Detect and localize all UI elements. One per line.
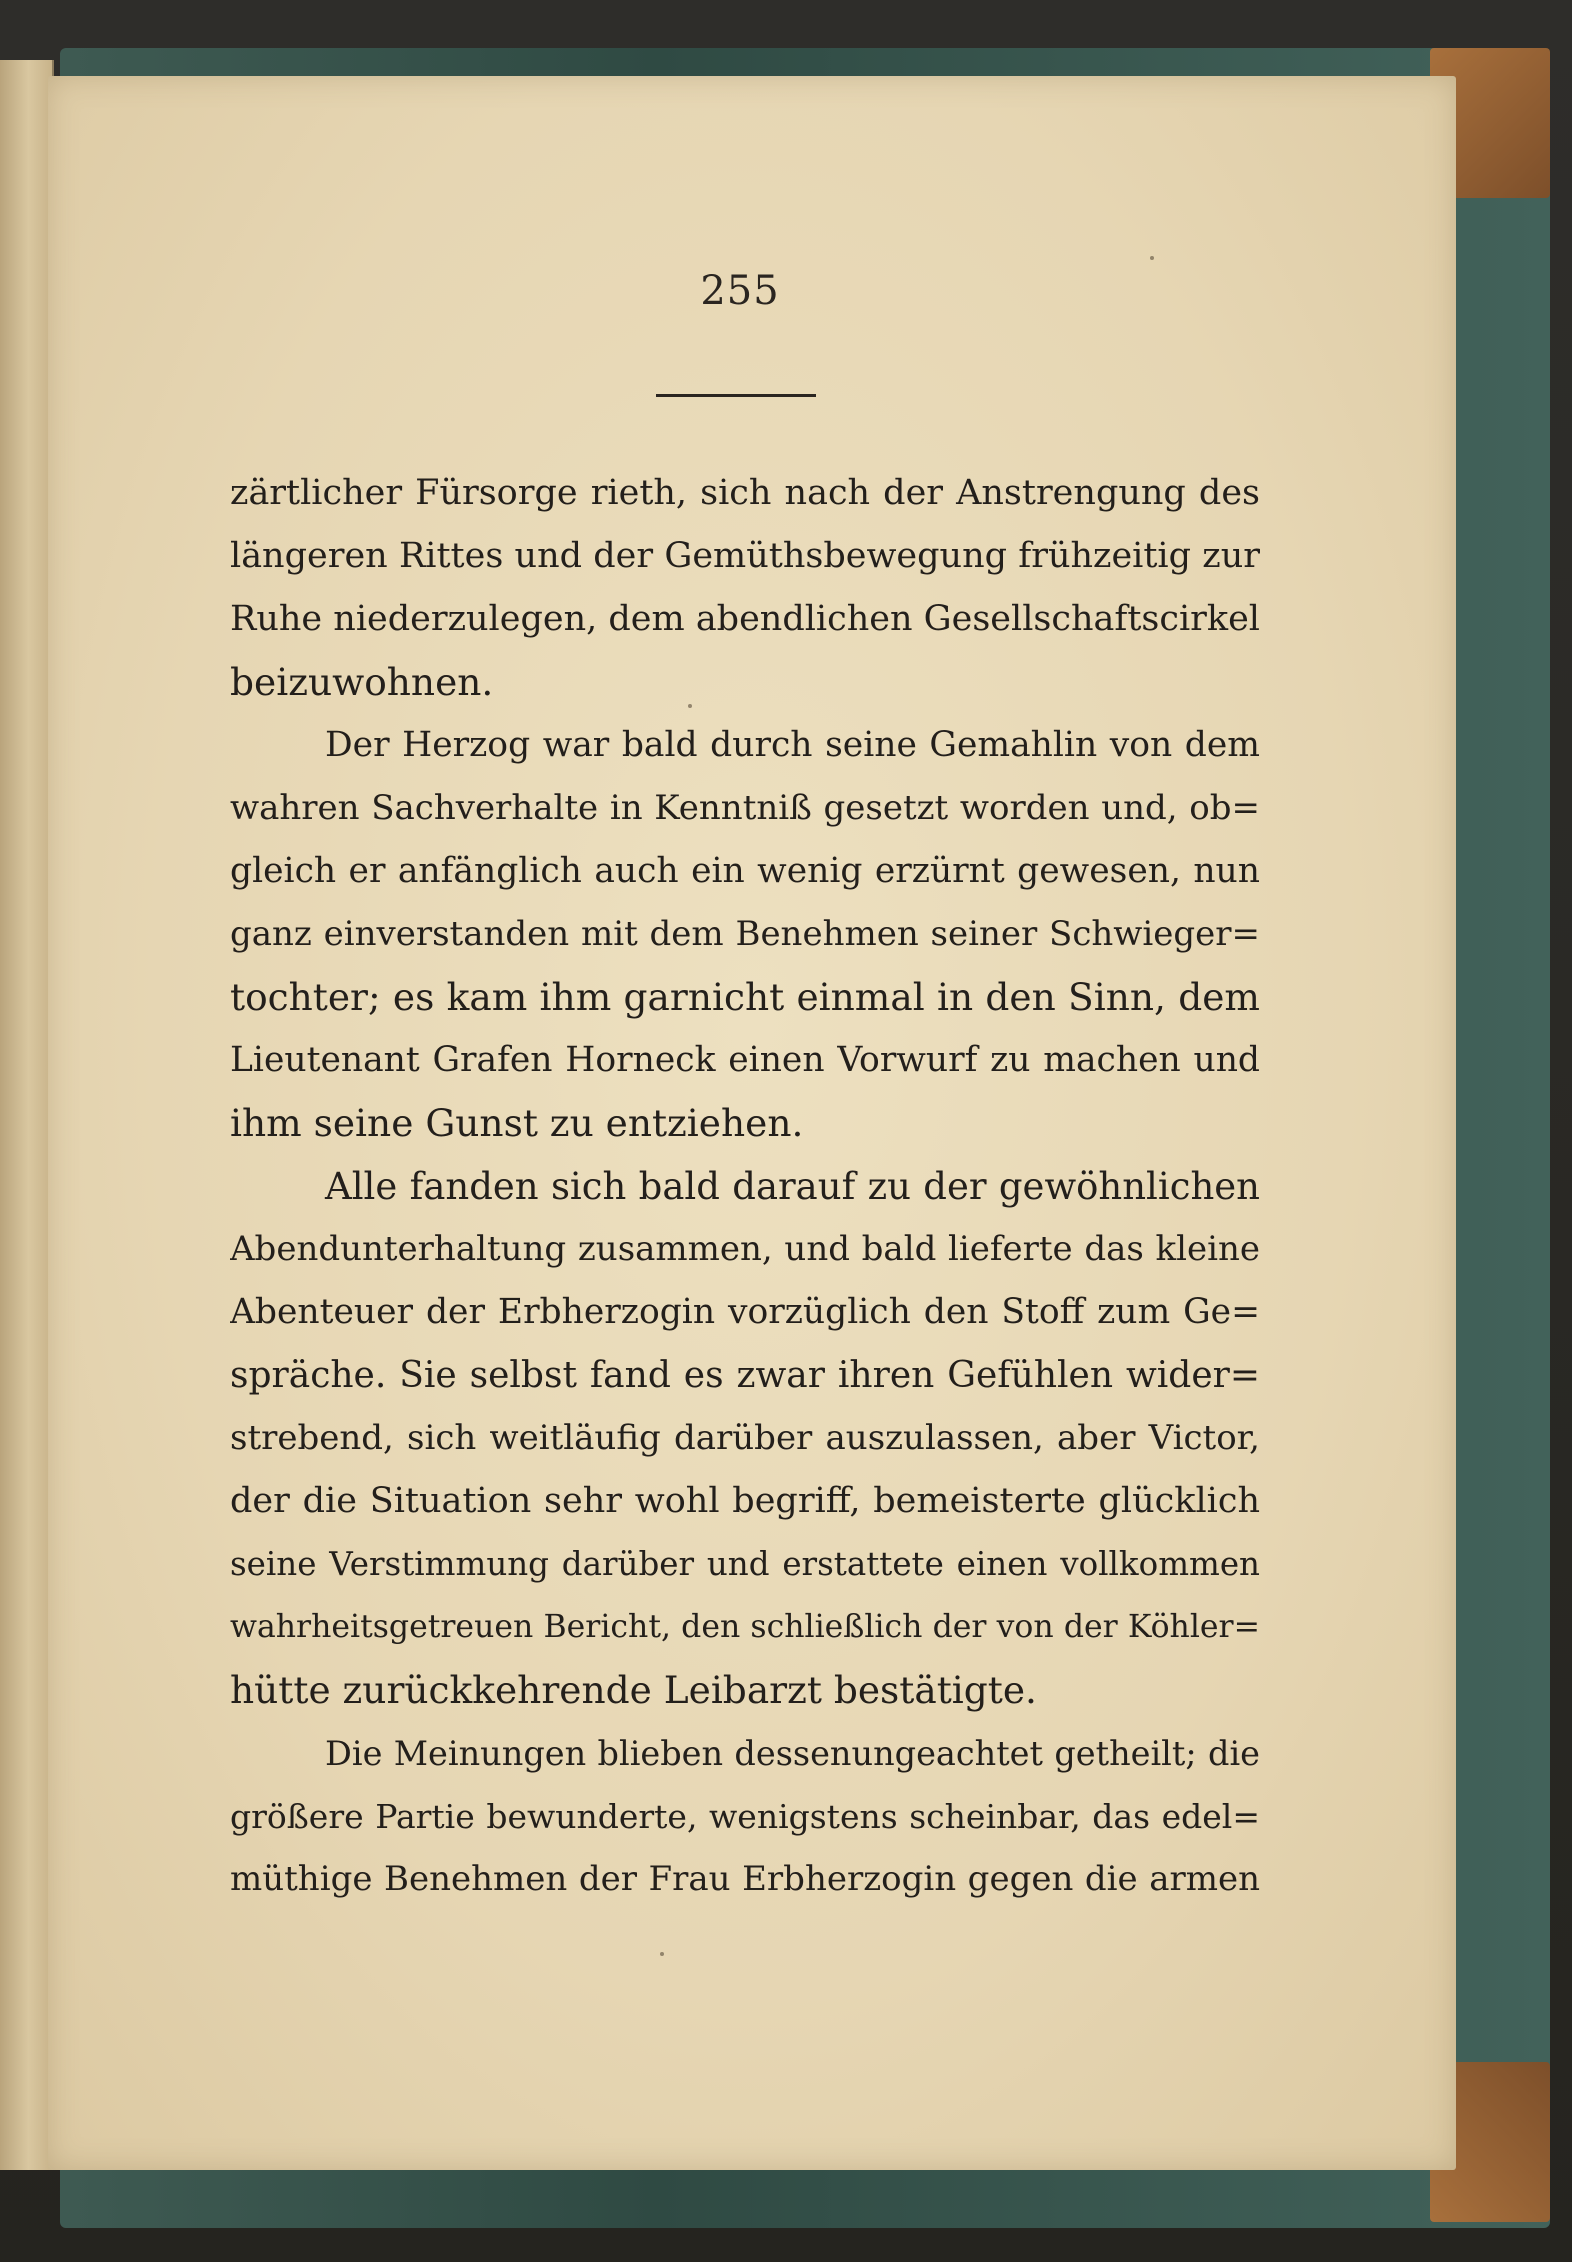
paper-speck	[1150, 256, 1154, 260]
text-line: zärtlicher Fürsorge rieth, sich nach der Anstrengung des	[230, 473, 1260, 513]
text-line: Alle fanden sich bald darauf zu der gewöhnlichen	[325, 1165, 1260, 1208]
text-line: wahrheitsgetreuen Bericht, den schließlich der von der Köhler=	[230, 1609, 1260, 1645]
body-text	[230, 462, 1260, 1911]
text-line: Abendunterhaltung zusammen, und bald lieferte das kleine	[230, 1229, 1260, 1269]
text-line: Der Herzog war bald durch seine Gemahlin von dem	[325, 725, 1260, 765]
text-line: größere Partie bewunderte, wenigstens scheinbar, das edel=	[230, 1797, 1260, 1836]
text-line: tochter; es kam ihm garnicht einmal in den Sinn, dem	[230, 975, 1260, 1019]
text-line: wahren Sachverhalte in Kenntniß gesetzt worden und, ob=	[230, 788, 1260, 828]
text-line: müthige Benehmen der Frau Erbherzogin gegen die armen	[230, 1859, 1260, 1899]
text-line: Ruhe niederzulegen, dem abendlichen Gesellschaftscirkel	[230, 599, 1260, 639]
text-line: spräche. Sie selbst fand es zwar ihren Gefühlen wider=	[230, 1355, 1260, 1396]
text-line: Die Meinungen blieben dessenungeachtet getheilt; die	[325, 1734, 1260, 1773]
text-line: Lieutenant Grafen Horneck einen Vorwurf zu machen und	[230, 1040, 1260, 1080]
text-line: strebend, sich weitläufig darüber auszulassen, aber Victor,	[230, 1418, 1260, 1458]
page-number: 255	[700, 268, 780, 314]
text-line: beizuwohnen.	[230, 660, 494, 704]
text-line: ihm seine Gunst zu entziehen.	[230, 1101, 804, 1145]
text-line: der die Situation sehr wohl begriff, bemeisterte glücklich	[230, 1481, 1260, 1521]
text-line: ganz einverstanden mit dem Benehmen seiner Schwieger=	[230, 914, 1260, 954]
page-number-rule	[656, 394, 816, 397]
text-line: hütte zurückkehrende Leibarzt bestätigte.	[230, 1668, 1037, 1712]
text-line: seine Verstimmung darüber und erstattete einen vollkommen	[230, 1545, 1260, 1583]
facing-page-edge	[0, 60, 54, 2170]
paper-speck	[660, 1952, 664, 1956]
text-line: Abenteuer der Erbherzogin vorzüglich den Stoff zum Ge=	[230, 1292, 1260, 1332]
text-line: längeren Rittes und der Gemüthsbewegung frühzeitig zur	[230, 536, 1260, 576]
text-line: gleich er anfänglich auch ein wenig erzürnt gewesen, nun	[230, 851, 1260, 891]
